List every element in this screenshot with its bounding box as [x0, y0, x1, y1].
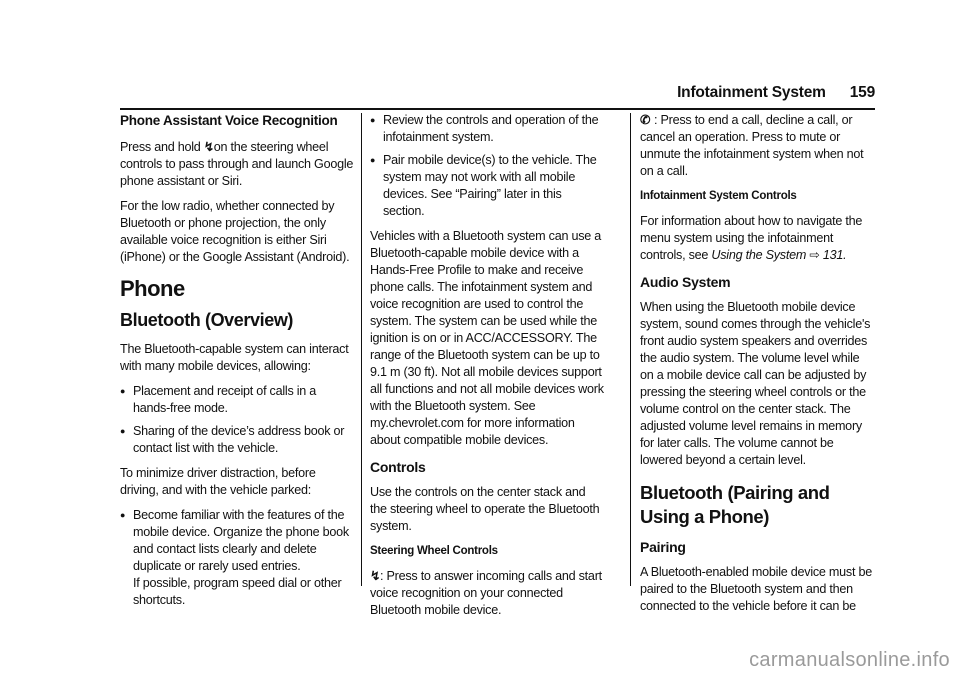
- page-ref-icon: ⇨: [809, 248, 820, 262]
- bullet-list: [120, 507, 355, 609]
- cross-reference: Using the System: [711, 248, 807, 262]
- column-divider: [630, 113, 631, 586]
- list-item: ● Sharing of the device’s address book or contact list with the vehicle.: [120, 423, 355, 457]
- paragraph: To minimize driver distraction, before driving, and with the vehicle parked:: [120, 466, 316, 497]
- list-item: ● Pair mobile device(s) to the vehicle. The system may not work with all mobile devices. See “Pairing” later in this section.: [370, 152, 605, 220]
- heading-voice-recognition: Phone Assistant Voice Recognition: [120, 113, 338, 128]
- paragraph: ✆ : Press to end a call, decline a call, or cancel an operation. Press to mute or unmute the infotainment system when not on a call.: [640, 113, 864, 178]
- heading-bluetooth-overview: Bluetooth (Overview): [120, 310, 294, 330]
- paragraph: The Bluetooth-capable system can interact with many mobile devices, allowing:: [120, 342, 349, 373]
- heading-phone: Phone: [120, 276, 185, 301]
- heading-pairing: Pairing: [640, 539, 686, 555]
- header-rule: [120, 108, 875, 110]
- heading-audio-system: Audio System: [640, 274, 731, 290]
- heading-infotainment-controls: Infotainment System Controls: [640, 190, 797, 202]
- list-item: ● Become familiar with the features of the mobile device. Organize the phone book and contact lists clearly and delete duplicate or rarely used entries. If possible, program speed dial or other shortcuts.: [120, 507, 355, 609]
- column-3: [640, 112, 875, 623]
- heading-controls: Controls: [370, 459, 426, 475]
- column-1: [120, 112, 355, 617]
- heading-steering-wheel-controls: Steering Wheel Controls: [370, 545, 498, 557]
- column-divider: [361, 113, 362, 586]
- paragraph: Use the controls on the center stack and the steering wheel to operate the Bluetooth system.: [370, 485, 600, 533]
- paragraph: For information about how to navigate the menu system using the infotainment controls, see Using the System ⇨ 131.: [640, 214, 863, 262]
- watermark: carmanualsonline.info: [749, 649, 950, 671]
- page-number: 159: [849, 84, 875, 101]
- push-to-talk-icon: ↯: [370, 569, 381, 583]
- end-call-icon: ✆: [640, 113, 651, 127]
- column-2: [370, 112, 605, 627]
- bullet-list: [120, 383, 355, 457]
- push-to-talk-icon: ↯: [203, 140, 215, 154]
- list-item: ● Review the controls and operation of the infotainment system.: [370, 112, 605, 146]
- paragraph: Press and hold ↯on the steering wheel controls to pass through and launch Google phone assistant or Siri.: [120, 140, 354, 188]
- paragraph: A Bluetooth-enabled mobile device must be paired to the Bluetooth system and then connected to the vehicle before it can be: [640, 565, 872, 613]
- heading-bluetooth-pairing: Bluetooth (Pairing and Using a Phone): [640, 482, 830, 527]
- list-item: ● Placement and receipt of calls in a hands-free mode.: [120, 383, 355, 417]
- paragraph: ↯: Press to answer incoming calls and start voice recognition on your connected Bluetooth mobile device.: [370, 569, 602, 617]
- running-header: [677, 84, 875, 102]
- section-title: Infotainment System: [677, 84, 826, 101]
- bullet-list: [370, 112, 605, 220]
- paragraph: When using the Bluetooth mobile device system, sound comes through the vehicle's front audio system speakers and overrides the audio system. The volume level while on a mobile device call can be adjusted by pressing the steering wheel controls or the volume control on the center stack. The adjusted volume level remains in memory for later calls. The volume cannot be lowered beyond a certain level.: [640, 300, 871, 467]
- paragraph: For the low radio, whether connected by Bluetooth or phone projection, the only available voice recognition is either Siri (iPhone) or the Google Assistant (Android).: [120, 199, 350, 264]
- paragraph: Vehicles with a Bluetooth system can use a Bluetooth-capable mobile device with a Hands-Free Profile to make and receive phone calls. The infotainment system and voice recognition are used to control the system. The system can be used while the ignition is on or in ACC/ACCESSORY. The range of the Bluetooth system can be up to 9.1 m (30 ft). Not all mobile devices support all functions and not all mobile devices work with the Bluetooth system. See my.chevrolet.com for more information about compatible mobile devices.: [370, 229, 604, 447]
